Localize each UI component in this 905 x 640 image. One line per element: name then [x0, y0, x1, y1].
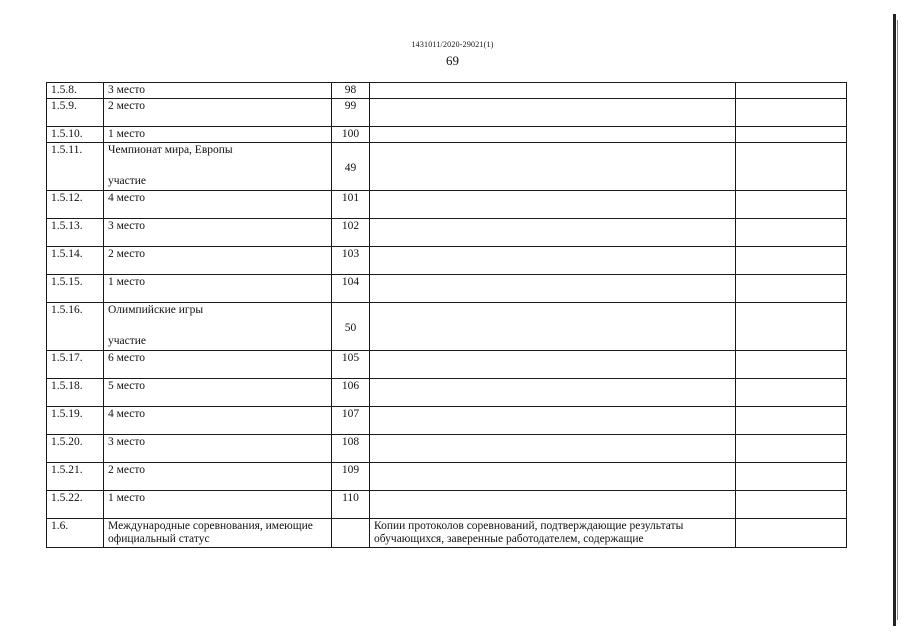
points-value: 98 [344, 84, 357, 96]
row-documents [370, 491, 736, 519]
row-extra [736, 491, 847, 519]
row-extra [736, 99, 847, 127]
row-number: 1.5.10. [47, 127, 104, 143]
row-criterion [104, 219, 332, 247]
row-number: 1.5.9. [47, 99, 104, 127]
criterion-title: 2 место [108, 100, 146, 112]
row-documents [370, 379, 736, 407]
table-row [47, 351, 847, 379]
points-value: 100 [341, 128, 360, 140]
row-number: 1.5.15. [47, 275, 104, 303]
criterion-title: 1 место [108, 128, 146, 140]
points-value: 107 [341, 408, 360, 420]
table-row [47, 143, 847, 191]
row-documents [370, 219, 736, 247]
criterion-title: 2 место [108, 248, 146, 260]
row-criterion [104, 435, 332, 463]
row-criterion [104, 99, 332, 127]
row-number: 1.5.18. [47, 379, 104, 407]
row-number: 1.5.14. [47, 247, 104, 275]
table-row [47, 519, 847, 548]
row-criterion [104, 247, 332, 275]
table-body [47, 83, 847, 548]
criterion-subtitle: участие [108, 175, 147, 187]
row-criterion [104, 351, 332, 379]
row-documents [370, 191, 736, 219]
criteria-table [46, 82, 847, 548]
row-number: 1.5.16. [47, 303, 104, 351]
table-row [47, 275, 847, 303]
row-number: 1.5.19. [47, 407, 104, 435]
table-row [47, 491, 847, 519]
row-documents [370, 463, 736, 491]
row-criterion [104, 143, 332, 191]
row-number: 1.5.12. [47, 191, 104, 219]
row-number: 1.5.13. [47, 219, 104, 247]
row-extra [736, 463, 847, 491]
criterion-title: Международные соревнования, имеющие официальный статус [108, 520, 313, 545]
row-extra [736, 303, 847, 351]
criterion-title: Чемпионат мира, Европы [108, 144, 233, 156]
points-value: 102 [341, 220, 360, 232]
row-criterion [104, 275, 332, 303]
row-points [332, 247, 370, 275]
criterion-title: Олимпийские игры [108, 304, 204, 316]
table-row [47, 247, 847, 275]
table-row [47, 463, 847, 491]
row-number: 1.5.20. [47, 435, 104, 463]
criterion-title: 2 место [108, 464, 146, 476]
points-value: 109 [341, 464, 360, 476]
table-row [47, 219, 847, 247]
row-points [332, 99, 370, 127]
table-row [47, 407, 847, 435]
row-documents [370, 435, 736, 463]
row-extra [736, 435, 847, 463]
row-points [332, 435, 370, 463]
row-criterion [104, 491, 332, 519]
row-number: 1.5.17. [47, 351, 104, 379]
row-points [332, 127, 370, 143]
row-criterion [104, 407, 332, 435]
row-documents: Копии протоколов соревнований, подтверждающие результаты обучающихся, заверенные работодателем, содержащие [370, 519, 736, 548]
table-row [47, 83, 847, 99]
row-documents [370, 143, 736, 191]
points-value: 49 [344, 162, 357, 174]
row-documents [370, 275, 736, 303]
table-row [47, 303, 847, 351]
table-row [47, 99, 847, 127]
row-points [332, 219, 370, 247]
points-value: 101 [341, 192, 360, 204]
row-extra [736, 247, 847, 275]
criterion-title: 3 место [108, 84, 146, 96]
row-points [332, 143, 370, 191]
scan-edge-line-thin [897, 20, 898, 620]
row-extra [736, 519, 847, 548]
table-row [47, 127, 847, 143]
row-extra [736, 191, 847, 219]
criterion-title: 4 место [108, 408, 146, 420]
row-criterion [104, 303, 332, 351]
criterion-title: 3 место [108, 220, 146, 232]
row-extra [736, 127, 847, 143]
row-number: 1.5.22. [47, 491, 104, 519]
row-criterion [104, 463, 332, 491]
row-number: 1.5.21. [47, 463, 104, 491]
criterion-title: 1 место [108, 276, 146, 288]
points-value: 106 [341, 380, 360, 392]
points-value: 103 [341, 248, 360, 260]
row-documents [370, 303, 736, 351]
row-criterion [104, 83, 332, 99]
row-points [332, 303, 370, 351]
row-points [332, 83, 370, 99]
row-extra [736, 351, 847, 379]
points-value: 104 [341, 276, 360, 288]
row-number: 1.6. [47, 519, 104, 548]
row-points [332, 463, 370, 491]
table-row [47, 435, 847, 463]
row-criterion [104, 127, 332, 143]
row-documents [370, 127, 736, 143]
points-value: 105 [341, 352, 360, 364]
row-points [332, 275, 370, 303]
row-extra [736, 83, 847, 99]
table-row [47, 191, 847, 219]
row-documents [370, 83, 736, 99]
row-extra [736, 219, 847, 247]
row-documents [370, 247, 736, 275]
row-documents [370, 407, 736, 435]
row-criterion [104, 519, 332, 548]
criterion-title: 5 место [108, 380, 146, 392]
points-value: 50 [344, 322, 357, 334]
page-number: 69 [446, 53, 459, 68]
criterion-title: 1 место [108, 492, 146, 504]
criterion-subtitle: участие [108, 335, 147, 347]
row-points [332, 407, 370, 435]
row-extra [736, 275, 847, 303]
row-points [332, 491, 370, 519]
row-number: 1.5.11. [47, 143, 104, 191]
row-number: 1.5.8. [47, 83, 104, 99]
row-extra [736, 379, 847, 407]
document-code: 1431011/2020-29021(1) [411, 40, 494, 49]
points-value: 99 [344, 100, 357, 112]
row-criterion [104, 379, 332, 407]
row-points [332, 191, 370, 219]
row-criterion [104, 191, 332, 219]
criterion-title: 4 место [108, 192, 146, 204]
scan-edge-line [893, 14, 896, 626]
table-row [47, 379, 847, 407]
row-documents [370, 351, 736, 379]
criterion-title: 3 место [108, 436, 146, 448]
points-value: 108 [341, 436, 360, 448]
points-value: 110 [342, 492, 359, 504]
row-points [332, 351, 370, 379]
row-documents [370, 99, 736, 127]
row-points [332, 519, 370, 548]
row-extra [736, 143, 847, 191]
criterion-title: 6 место [108, 352, 146, 364]
row-extra [736, 407, 847, 435]
row-points [332, 379, 370, 407]
